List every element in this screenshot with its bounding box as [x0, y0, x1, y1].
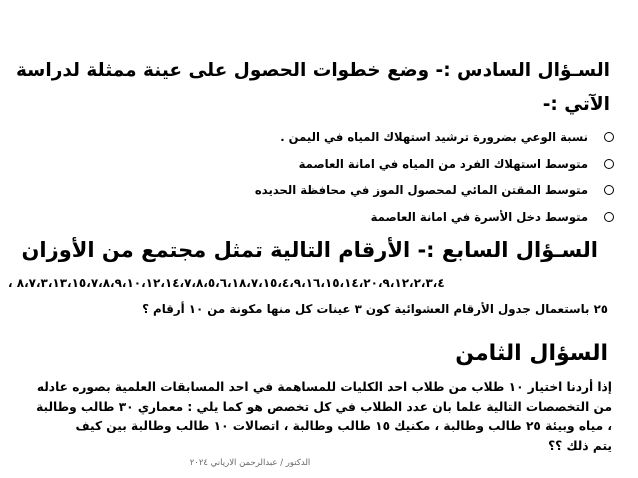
question8-title: السؤال الثامن [455, 341, 608, 366]
footer-author: الدكتور / عبدالرحمن الارياني ٢٠٢٤ [189, 458, 311, 468]
question8-line: إذا أردنا اختيار ١٠ طلاب من طلاب احد الكليات للمساهمة في احد المسابقات العلمية بصوره عادله [36, 380, 612, 394]
bullet-circle-icon [604, 159, 614, 169]
bullet-circle-icon [604, 185, 614, 195]
question8-body [14, 378, 612, 456]
question7-instruction: ٢٥ باستعمال جدول الأرقام العشوائية كون ٣ عينات كل منها مكونة من ١٠ أرقام ؟ [142, 302, 608, 316]
question8-line: يتم ذلك ؟؟ [548, 438, 612, 453]
list-item [194, 151, 614, 178]
question6-bullet-list [194, 124, 614, 230]
list-item [194, 124, 614, 151]
bullet-text: متوسط استهلاك الفرد من المياه في امانة العاصمة [298, 156, 588, 171]
list-item [194, 177, 614, 204]
question8-line: ، مياه وبيئة ٢٥ طالب وطالبة ، مكنيك ١٥ طالب وطالبة ، اتصالات ١٠ طالب وطالبة بين كيف [75, 419, 612, 433]
question7-numbers: ٨،٧،٣،١٣،١٥،٧،٨،٩،١٠،١٢،١٤،٧،٨،٥،٦،١٨،٧،١٥،٤،٩،١٦،١٥،١٤،٢٠،٩،١٢،٢،٣،٤ ، [8, 276, 445, 290]
bullet-circle-icon [604, 212, 614, 222]
bullet-text: متوسط المقتن المائي لمحصول الموز في محافظة الحديده [254, 183, 588, 198]
bullet-text: متوسط دخل الأسرة في امانة العاصمة [370, 209, 588, 224]
question7-title: السـؤال السابع :- الأرقام التالية تمثل مجتمع من الأوزان [21, 238, 598, 262]
question6-title-continuation: الآتي :- [542, 94, 610, 115]
question6-title: السـؤال السادس :- وضع خطوات الحصول على عينة ممثلة لدراسة [15, 60, 610, 81]
list-item [194, 204, 614, 231]
bullet-circle-icon [604, 132, 614, 142]
question8-line: من التخصصات التالية علما بان عدد الطلاب في كل تخصص هو كما يلي : معماري ٣٠ طالب وطالبة [36, 399, 612, 414]
bullet-text: نسبة الوعي بضرورة ترشيد استهلاك المياه في اليمن . [280, 130, 588, 145]
